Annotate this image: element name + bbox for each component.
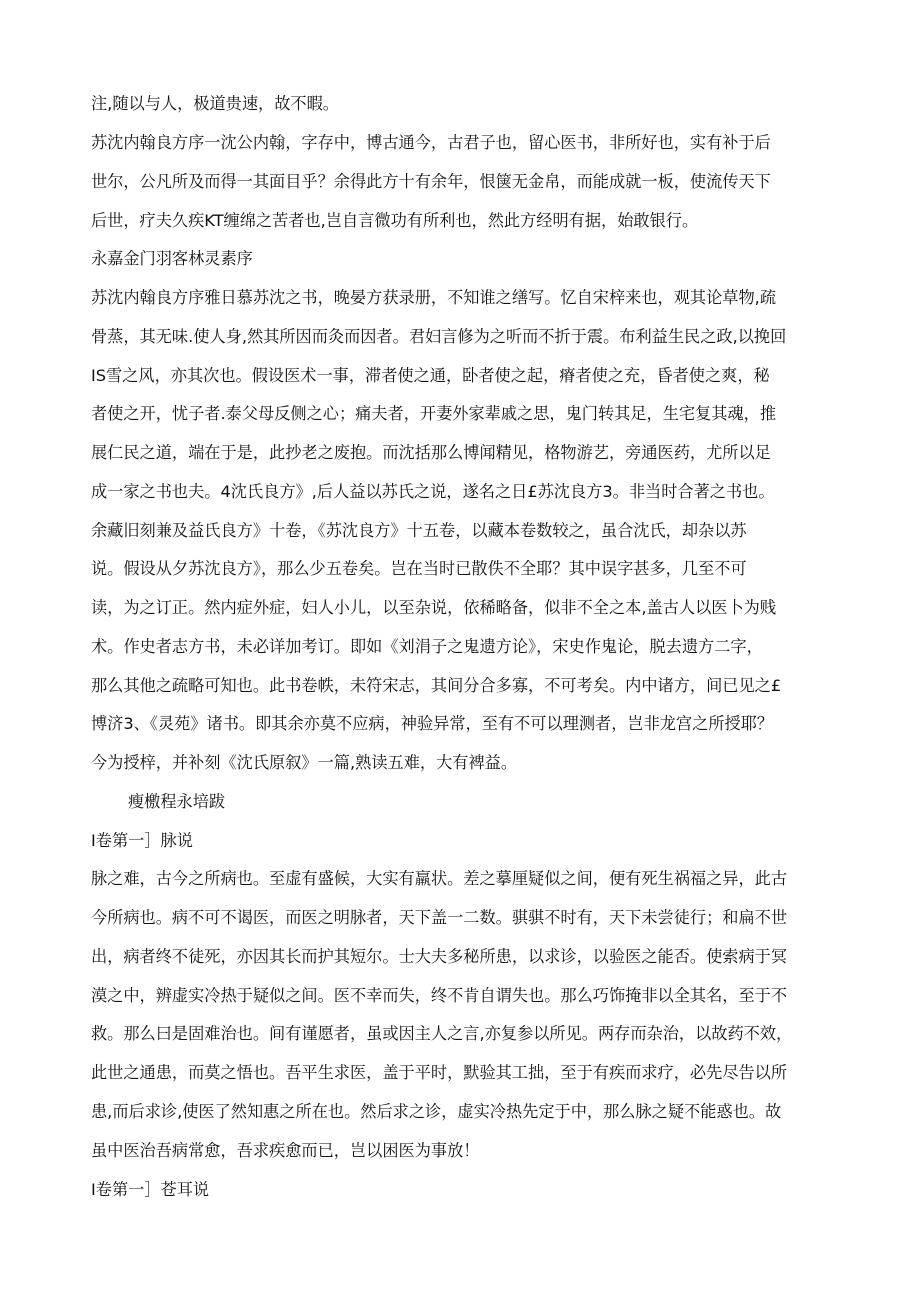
text-line-17: 博济3、《灵苑》诸书。即其余亦莫不应病，神验异常，至有不可以理测者，岂非龙宫之所授耶？ — [91, 714, 774, 733]
text-line-4: 后世，疗夫久疾KT缠绵之苦者也,岂自言微功有所利也，然此方经明有据，始敢银行。 — [91, 211, 699, 230]
text-line-8: IS雪之风，亦其次也。假设医术一事，滞者使之通，卧者使之起，瘠者使之充，昏者使之爽，秘 — [91, 366, 770, 385]
text-line-18: 今为授梓，并补刻《沈氏原叙》一篇,熟读五难，大有裨益。 — [91, 753, 518, 772]
text-line-3: 世尔，公凡所及而得一其面目乎？余得此方十有余年，恨箧无金帛，而能成就一板，使流传天下 — [91, 172, 771, 191]
text-line-11: 成一家之书也夫。4沈氏良方》,后人益以苏氏之说，遂名之日£苏沈良方3。非当时合著之书也。 — [91, 482, 775, 501]
section-heading-cang-er: I卷第一］苍耳说 — [91, 1180, 210, 1199]
text-line-2: 苏沈内翰良方序一沈公内翰，字存中，博古通今，古君子也，留心医书，非所好也，实有补于后 — [91, 133, 771, 152]
text-line-13: 说。假设从夕苏沈良方》，那么少五卷矣。岂在当时已散佚不全耶？其中误字甚多，几至不可 — [91, 559, 747, 578]
text-line-25: 救。那么曰是固难治也。间有谨愿者，虽或因主人之言,亦复参以所见。两存而杂治，以故药不效， — [91, 1024, 793, 1043]
text-line-28: 虽中医治吾病常愈，吾求疾愈而已，岂以困医为事放！ — [91, 1141, 480, 1160]
text-line-21: 脉之难，古今之所病也。至虚有盛候，大实有羸状。差之摹厘疑似之间，便有死生祸福之异，此古 — [91, 869, 788, 888]
text-line-7: 骨蒸，其无味.使人身,然其所因而灸而因者。君妇言修为之听而不折于震。布利益生民之政,以挽回 — [91, 327, 787, 346]
text-line-9: 者使之开，忧子者.泰父母反侧之心；痛夫者，开妻外家辈戚之思，鬼门转其足，生宅复其魂，推 — [91, 404, 777, 423]
text-line-6: 苏沈内翰良方序雅日慕苏沈之书，晚晏方获录册，不知谁之缮写。忆自宋梓来也，观其论草物,疏 — [91, 288, 777, 307]
text-line-12: 余藏旧刻兼及益氏良方》十卷，《苏沈良方》十五卷，以藏本卷数较之，虽合沈氏，却杂以苏 — [91, 521, 747, 540]
text-line-24: 漠之中，辨虚实冷热于疑似之间。医不幸而失，终不肯自谓失也。那么巧饰掩非以全其名，至于不 — [91, 986, 788, 1005]
text-line-16: 那么其他之疏略可知也。此书卷帙，未符宋志，其间分合多寡，不可考矣。内中诸方，间已见之£ — [91, 676, 782, 695]
postscript-signature: 瘦檄程永培跋 — [128, 792, 226, 811]
text-line-26: 此世之通患，而莫之悟也。吾平生求医，盖于平时，默验其工拙，至于有疾而求疗，必先尽告以所 — [91, 1063, 788, 1082]
text-line-15: 术。作史者志方书，未必详加考订。即如《刘涓子之鬼遗方论》，宋史作鬼论，脱去遗方二字， — [91, 637, 763, 656]
text-line-22: 今所病也。病不可不谒医，而医之明脉者，天下盖一二数。骐骐不时有，天下未尝徒行；和扁不世 — [91, 908, 788, 927]
text-line-1: 注,随以与人，极道贵速，故不暇。 — [91, 94, 339, 113]
text-line-23: 出，病者终不徒死，亦因其长而护其短尔。士大夫多秘所患，以求诊，以验医之能否。使索病于冥 — [91, 947, 788, 966]
text-line-27: 患,而后求诊,使医了然知惠之所在也。然后求之诊，虚实冷热先定于中，那么脉之疑不能惑也。故 — [91, 1102, 782, 1121]
section-title-preface-author: 永嘉金门羽客林灵素序 — [91, 249, 253, 268]
section-heading-pulse: I卷第一］脉说 — [91, 831, 193, 850]
text-line-10: 展仁民之道，端在于是，此抄老之废抱。而沈括那么博闻精见，格物游艺，旁通医药，尤所以足 — [91, 443, 771, 462]
text-line-14: 读，为之订正。然内症外症，妇人小儿，以至杂说，依稀略备，似非不全之本,盖古人以医卜为贱 — [91, 598, 777, 617]
